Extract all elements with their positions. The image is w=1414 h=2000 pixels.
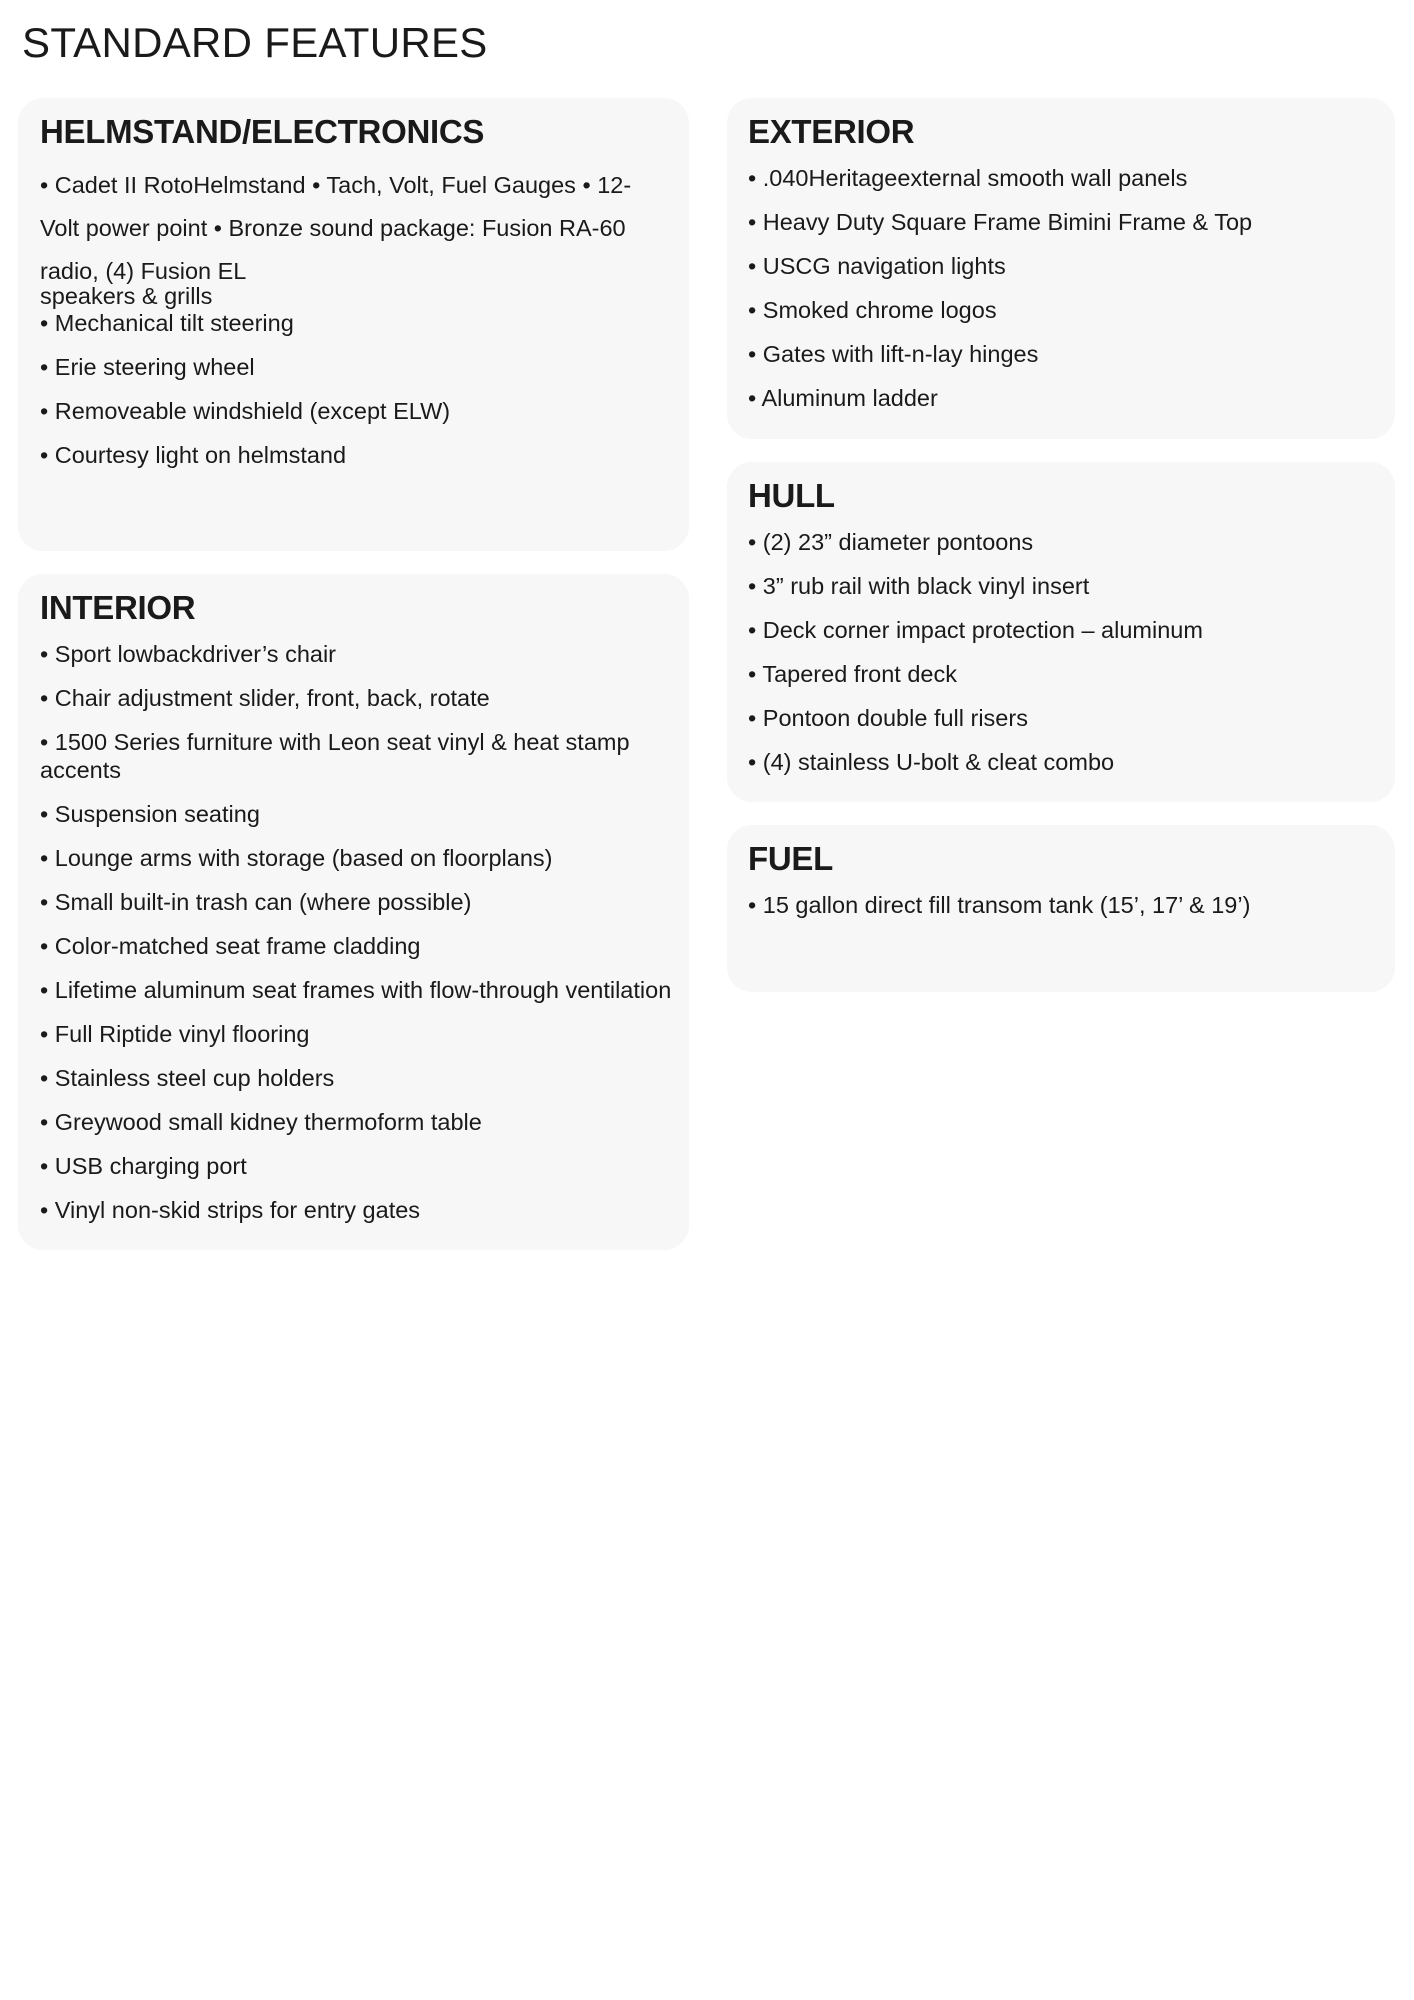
helmstand-section-title: HELMSTAND/ELECTRONICS bbox=[40, 113, 485, 151]
bullet-marker: • bbox=[40, 933, 55, 960]
feature-item bbox=[40, 844, 675, 872]
feature-item bbox=[748, 296, 1381, 324]
bullet-marker: • bbox=[748, 705, 763, 732]
interior-feature-list bbox=[40, 640, 675, 1224]
left-column bbox=[18, 98, 689, 1273]
bullet-marker: • bbox=[748, 529, 763, 556]
feature-item bbox=[748, 252, 1381, 280]
section-helmstand-electronics bbox=[18, 98, 689, 551]
bullet-marker: • bbox=[40, 641, 55, 668]
bullet-marker: • bbox=[40, 729, 55, 756]
bullet-marker: • bbox=[748, 341, 763, 368]
feature-text: Lifetime aluminum seat frames with flow-through ventilation bbox=[54, 977, 672, 1004]
feature-item bbox=[748, 208, 1381, 236]
helmstand-feature-list bbox=[40, 309, 675, 469]
feature-text: Sport lowbackdriver’s chair bbox=[54, 641, 337, 668]
feature-item bbox=[40, 441, 675, 469]
bullet-marker: • bbox=[40, 1109, 55, 1136]
feature-item bbox=[40, 1064, 675, 1092]
feature-text: (4) stainless U-bolt & cleat combo bbox=[762, 749, 1115, 776]
feature-item bbox=[748, 340, 1381, 368]
feature-item bbox=[40, 888, 675, 916]
bullet-marker: • bbox=[748, 617, 763, 644]
feature-text: Vinyl non-skid strips for entry gates bbox=[54, 1197, 421, 1224]
right-column bbox=[727, 98, 1395, 1015]
section-hull bbox=[727, 462, 1395, 802]
feature-text: (2) 23” diameter pontoons bbox=[762, 529, 1034, 556]
feature-columns bbox=[18, 98, 1395, 1273]
feature-item bbox=[748, 748, 1381, 776]
bullet-marker: • bbox=[748, 749, 763, 776]
bullet-marker: • bbox=[40, 845, 55, 872]
feature-text: USB charging port bbox=[54, 1153, 247, 1180]
feature-item bbox=[40, 397, 675, 425]
bullet-marker: • bbox=[40, 801, 55, 828]
feature-item bbox=[748, 704, 1381, 732]
bullet-marker: • bbox=[40, 977, 55, 1004]
exterior-feature-list bbox=[748, 164, 1381, 412]
feature-item bbox=[748, 616, 1381, 644]
feature-item bbox=[748, 572, 1381, 600]
section-exterior bbox=[727, 98, 1395, 439]
bullet-marker: • bbox=[40, 1065, 55, 1092]
feature-text: Full Riptide vinyl flooring bbox=[54, 1021, 310, 1048]
feature-item bbox=[40, 684, 675, 712]
bullet-marker: • bbox=[748, 573, 763, 600]
bullet-marker: • bbox=[40, 442, 55, 469]
feature-item bbox=[40, 640, 675, 668]
section-fuel bbox=[727, 825, 1395, 992]
bullet-marker: • bbox=[40, 685, 55, 712]
feature-text: 1500 Series furniture with Leon seat vinyl & heat stamp accents bbox=[40, 729, 630, 784]
bullet-marker: • bbox=[748, 661, 763, 688]
feature-item bbox=[40, 800, 675, 828]
feature-item bbox=[748, 164, 1381, 192]
feature-item bbox=[40, 1196, 675, 1224]
feature-text: Aluminum ladder bbox=[761, 385, 938, 412]
bullet-marker: • bbox=[748, 385, 762, 412]
feature-item bbox=[40, 1108, 675, 1136]
bullet-marker: • bbox=[40, 1153, 55, 1180]
feature-item bbox=[748, 384, 1381, 412]
bullet-marker: • bbox=[40, 1021, 55, 1048]
feature-text: Color-matched seat frame cladding bbox=[54, 933, 421, 960]
feature-item bbox=[40, 728, 675, 784]
bullet-marker: • bbox=[40, 889, 55, 916]
feature-text: 3” rub rail with black vinyl insert bbox=[762, 573, 1090, 600]
bullet-marker: • bbox=[748, 297, 763, 324]
feature-item bbox=[40, 1020, 675, 1048]
bullet-marker: • bbox=[748, 165, 763, 192]
feature-text: Stainless steel cup holders bbox=[54, 1065, 335, 1092]
bullet-marker: • bbox=[40, 310, 55, 337]
feature-item bbox=[748, 528, 1381, 556]
feature-text: Smoked chrome logos bbox=[762, 297, 997, 324]
feature-text: Chair adjustment slider, front, back, rotate bbox=[54, 685, 490, 712]
feature-text: Gates with lift-n-lay hinges bbox=[762, 341, 1039, 368]
feature-text: USCG navigation lights bbox=[762, 253, 1006, 280]
feature-text: Small built-in trash can (where possible) bbox=[54, 889, 472, 916]
helmstand-lead-paragraph bbox=[40, 164, 675, 309]
feature-item bbox=[40, 309, 675, 337]
feature-text: Erie steering wheel bbox=[54, 354, 255, 381]
feature-text: 15 gallon direct fill transom tank (15’, 17’ & 19’) bbox=[762, 892, 1251, 919]
lead-line: radio, (4) Fusion EL bbox=[40, 258, 247, 285]
bullet-marker: • bbox=[40, 354, 55, 381]
feature-text: Deck corner impact protection – aluminum bbox=[762, 617, 1203, 644]
fuel-feature-list bbox=[748, 891, 1381, 919]
feature-item bbox=[748, 660, 1381, 688]
feature-text: Tapered front deck bbox=[762, 661, 957, 688]
fuel-section-title: FUEL bbox=[748, 840, 833, 878]
lead-line: speakers & grills bbox=[40, 283, 213, 310]
page-title: STANDARD FEATURES bbox=[22, 19, 488, 66]
section-interior bbox=[18, 574, 689, 1250]
feature-text: Heavy Duty Square Frame Bimini Frame & Top bbox=[762, 209, 1253, 236]
bullet-marker: • bbox=[40, 1197, 55, 1224]
lead-line: • Cadet II RotoHelmstand • Tach, Volt, Fuel Gauges • 12- bbox=[40, 172, 632, 199]
interior-section-title: INTERIOR bbox=[40, 589, 196, 627]
bullet-marker: • bbox=[748, 253, 763, 280]
feature-text: Pontoon double full risers bbox=[762, 705, 1028, 732]
bullet-marker: • bbox=[748, 209, 763, 236]
feature-text: Suspension seating bbox=[54, 801, 260, 828]
hull-feature-list bbox=[748, 528, 1381, 776]
feature-item bbox=[40, 353, 675, 381]
feature-text: Greywood small kidney thermoform table bbox=[54, 1109, 482, 1136]
feature-text: .040Heritageexternal smooth wall panels bbox=[762, 165, 1188, 192]
feature-item bbox=[40, 932, 675, 960]
bullet-marker: • bbox=[748, 892, 763, 919]
feature-item bbox=[40, 1152, 675, 1180]
exterior-section-title: EXTERIOR bbox=[748, 113, 915, 151]
lead-line: Volt power point • Bronze sound package: Fusion RA-60 bbox=[40, 215, 626, 242]
hull-section-title: HULL bbox=[748, 477, 835, 515]
bullet-marker: • bbox=[40, 398, 55, 425]
feature-text: Courtesy light on helmstand bbox=[54, 442, 347, 469]
feature-item bbox=[748, 891, 1381, 919]
feature-text: Removeable windshield (except ELW) bbox=[54, 398, 451, 425]
feature-text: Mechanical tilt steering bbox=[54, 310, 294, 337]
feature-text: Lounge arms with storage (based on floorplans) bbox=[54, 845, 553, 872]
feature-item bbox=[40, 976, 675, 1004]
